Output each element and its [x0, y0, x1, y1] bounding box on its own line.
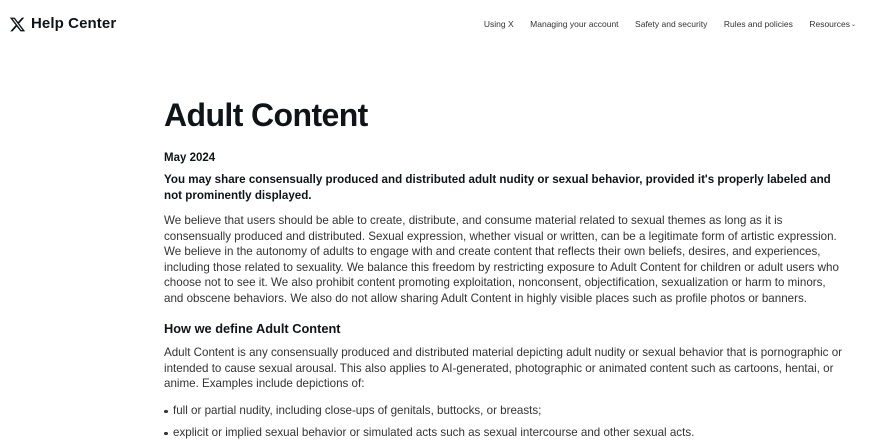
article: [164, 93, 848, 447]
nav-safety-security[interactable]: Safety and security: [635, 19, 708, 29]
list-item: full or partial nudity, including close-ups of genitals, buttocks, or breasts;: [164, 403, 848, 419]
article-paragraph-1: We believe that users should be able to create, distribute, and consume material related to sexual themes as long as it is consensually produced and distributed. Sexual expression, whether visual or written, can be a legitimate form of artistic expression. We believe in the autonomy of adults to engage with and create content that reflects their own beliefs, desires, and experiences, including those related to sexuality. We balance this freedom by restricting exposure to Adult Content for children or adult users who choose not to see it. We also prohibit content promoting exploitation, nonconsent, objectification, sexualization or harm to minors, and obscene behaviors. We also do not allow sharing Adult Content in highly visible places such as profile photos or banners.: [164, 214, 839, 305]
help-center-home-link[interactable]: [9, 14, 116, 34]
list-item: explicit or implied sexual behavior or simulated acts such as sexual intercourse and other sexual acts.: [164, 425, 848, 441]
chevron-down-icon: ⌄: [850, 21, 856, 28]
top-nav: [484, 19, 856, 29]
nav-rules-policies[interactable]: Rules and policies: [723, 19, 793, 29]
article-paragraph-2: Adult Content is any consensually produced and distributed material depicting adult nudity or sexual behavior that is pornographic or intended to cause sexual arousal. This also applies to AI-generated, photographic or animated content such as cartoons, hentai, or anime. Examples include depictions of:: [164, 346, 842, 390]
examples-list: [164, 403, 848, 441]
nav-resources-label: Resources: [809, 19, 850, 29]
site-header: [0, 0, 875, 48]
article-date: May 2024: [164, 152, 216, 164]
nav-resources[interactable]: [809, 19, 856, 29]
x-logo-icon: [9, 16, 26, 33]
section-heading-definition: How we define Adult Content: [164, 321, 341, 336]
nav-using-x[interactable]: Using X: [483, 19, 514, 29]
page-title: Adult Content: [164, 97, 368, 133]
brand-title: Help Center: [31, 15, 117, 32]
article-lead: You may share consensually produced and distributed adult nudity or sexual behavior, provided it's properly labeled and not prominently displayed.: [164, 173, 831, 202]
nav-managing-account[interactable]: Managing your account: [530, 19, 619, 29]
